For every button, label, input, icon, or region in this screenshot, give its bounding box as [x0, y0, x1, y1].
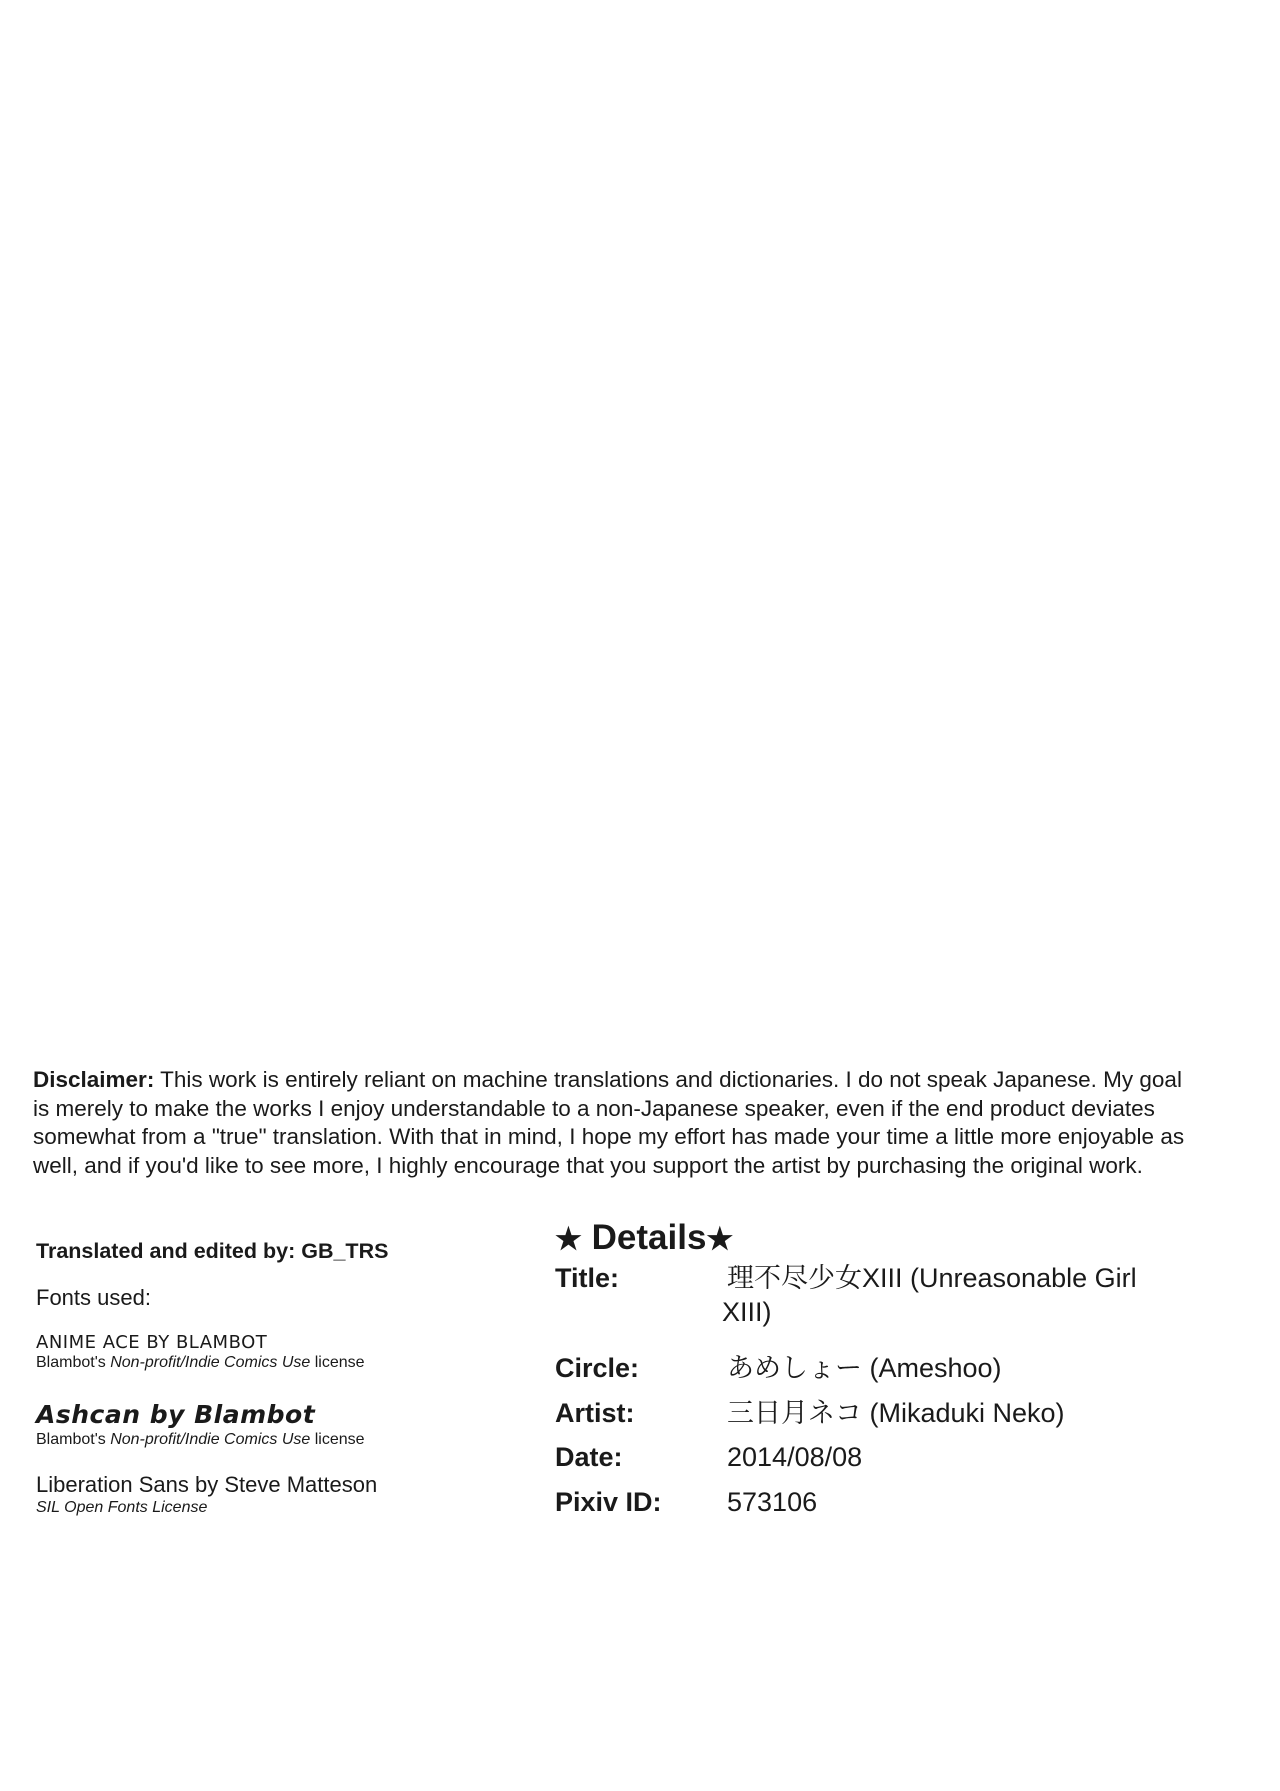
detail-row-date	[555, 1440, 1255, 1485]
detail-value: 三日月ネコ (Mikaduki Neko)	[727, 1397, 1065, 1428]
license-prefix: Blambot's	[36, 1354, 111, 1371]
detail-label: Pixiv ID:	[555, 1486, 662, 1517]
font-license	[36, 1353, 365, 1372]
font-name: Ashcan by Blambot	[36, 1400, 316, 1429]
disclaimer-paragraph	[33, 1066, 1203, 1180]
license-prefix: Blambot's	[36, 1431, 111, 1448]
detail-label: Artist:	[555, 1397, 635, 1428]
details-heading	[555, 1217, 1255, 1261]
detail-row-title	[555, 1261, 1255, 1351]
font-entry-anime-ace	[36, 1333, 365, 1372]
detail-row-pixiv-id	[555, 1485, 1255, 1530]
font-entry-ashcan	[36, 1400, 365, 1449]
detail-value: 2014/08/08	[727, 1442, 863, 1472]
detail-label: Title:	[555, 1263, 620, 1293]
star-icon: ★	[706, 1223, 734, 1256]
font-name: ANIME ACE BY BLAMBOT	[36, 1332, 268, 1353]
disclaimer-label: Disclaimer:	[33, 1067, 155, 1092]
detail-row-artist	[555, 1396, 1255, 1441]
license-name: Non-profit/Indie Comics Use	[110, 1431, 311, 1448]
translated-by: Translated and edited by: GB_TRS	[36, 1239, 389, 1263]
font-license	[36, 1430, 365, 1449]
detail-value: 573106	[727, 1486, 818, 1517]
detail-row-circle	[555, 1351, 1255, 1396]
font-entry-liberation-sans	[36, 1472, 377, 1517]
detail-value: あめしょー (Ameshoo)	[727, 1353, 1002, 1383]
credits-section	[36, 1238, 516, 1516]
detail-value: 理不尽少女XIII (Unreasonable Girl XIII)	[722, 1263, 1137, 1327]
details-section	[555, 1217, 1255, 1529]
details-heading-text: Details	[581, 1218, 707, 1257]
font-name: Liberation Sans by Steve Matteson	[36, 1472, 378, 1497]
fonts-used-label: Fonts used:	[36, 1285, 151, 1310]
license-suffix: license	[310, 1431, 365, 1448]
star-icon: ★	[555, 1223, 582, 1256]
detail-label: Circle:	[555, 1353, 640, 1383]
detail-label: Date:	[555, 1442, 623, 1472]
font-license: SIL Open Fonts License	[36, 1499, 208, 1516]
license-name: Non-profit/Indie Comics Use	[110, 1354, 311, 1371]
license-suffix: license	[310, 1354, 365, 1371]
disclaimer-text: This work is entirely reliant on machine translations and dictionaries. I do not speak Japanese. My goal is merely to make the works I enjoy understandable to a non-Japanese speaker, even if the end product deviates somewhat from a "true" translation. With that in mind, I hope my effort has made your time a little more enjoyable as well, and if you'd like to see more, I highly encourage that you support the artist by purchasing the original work.	[33, 1067, 1185, 1178]
